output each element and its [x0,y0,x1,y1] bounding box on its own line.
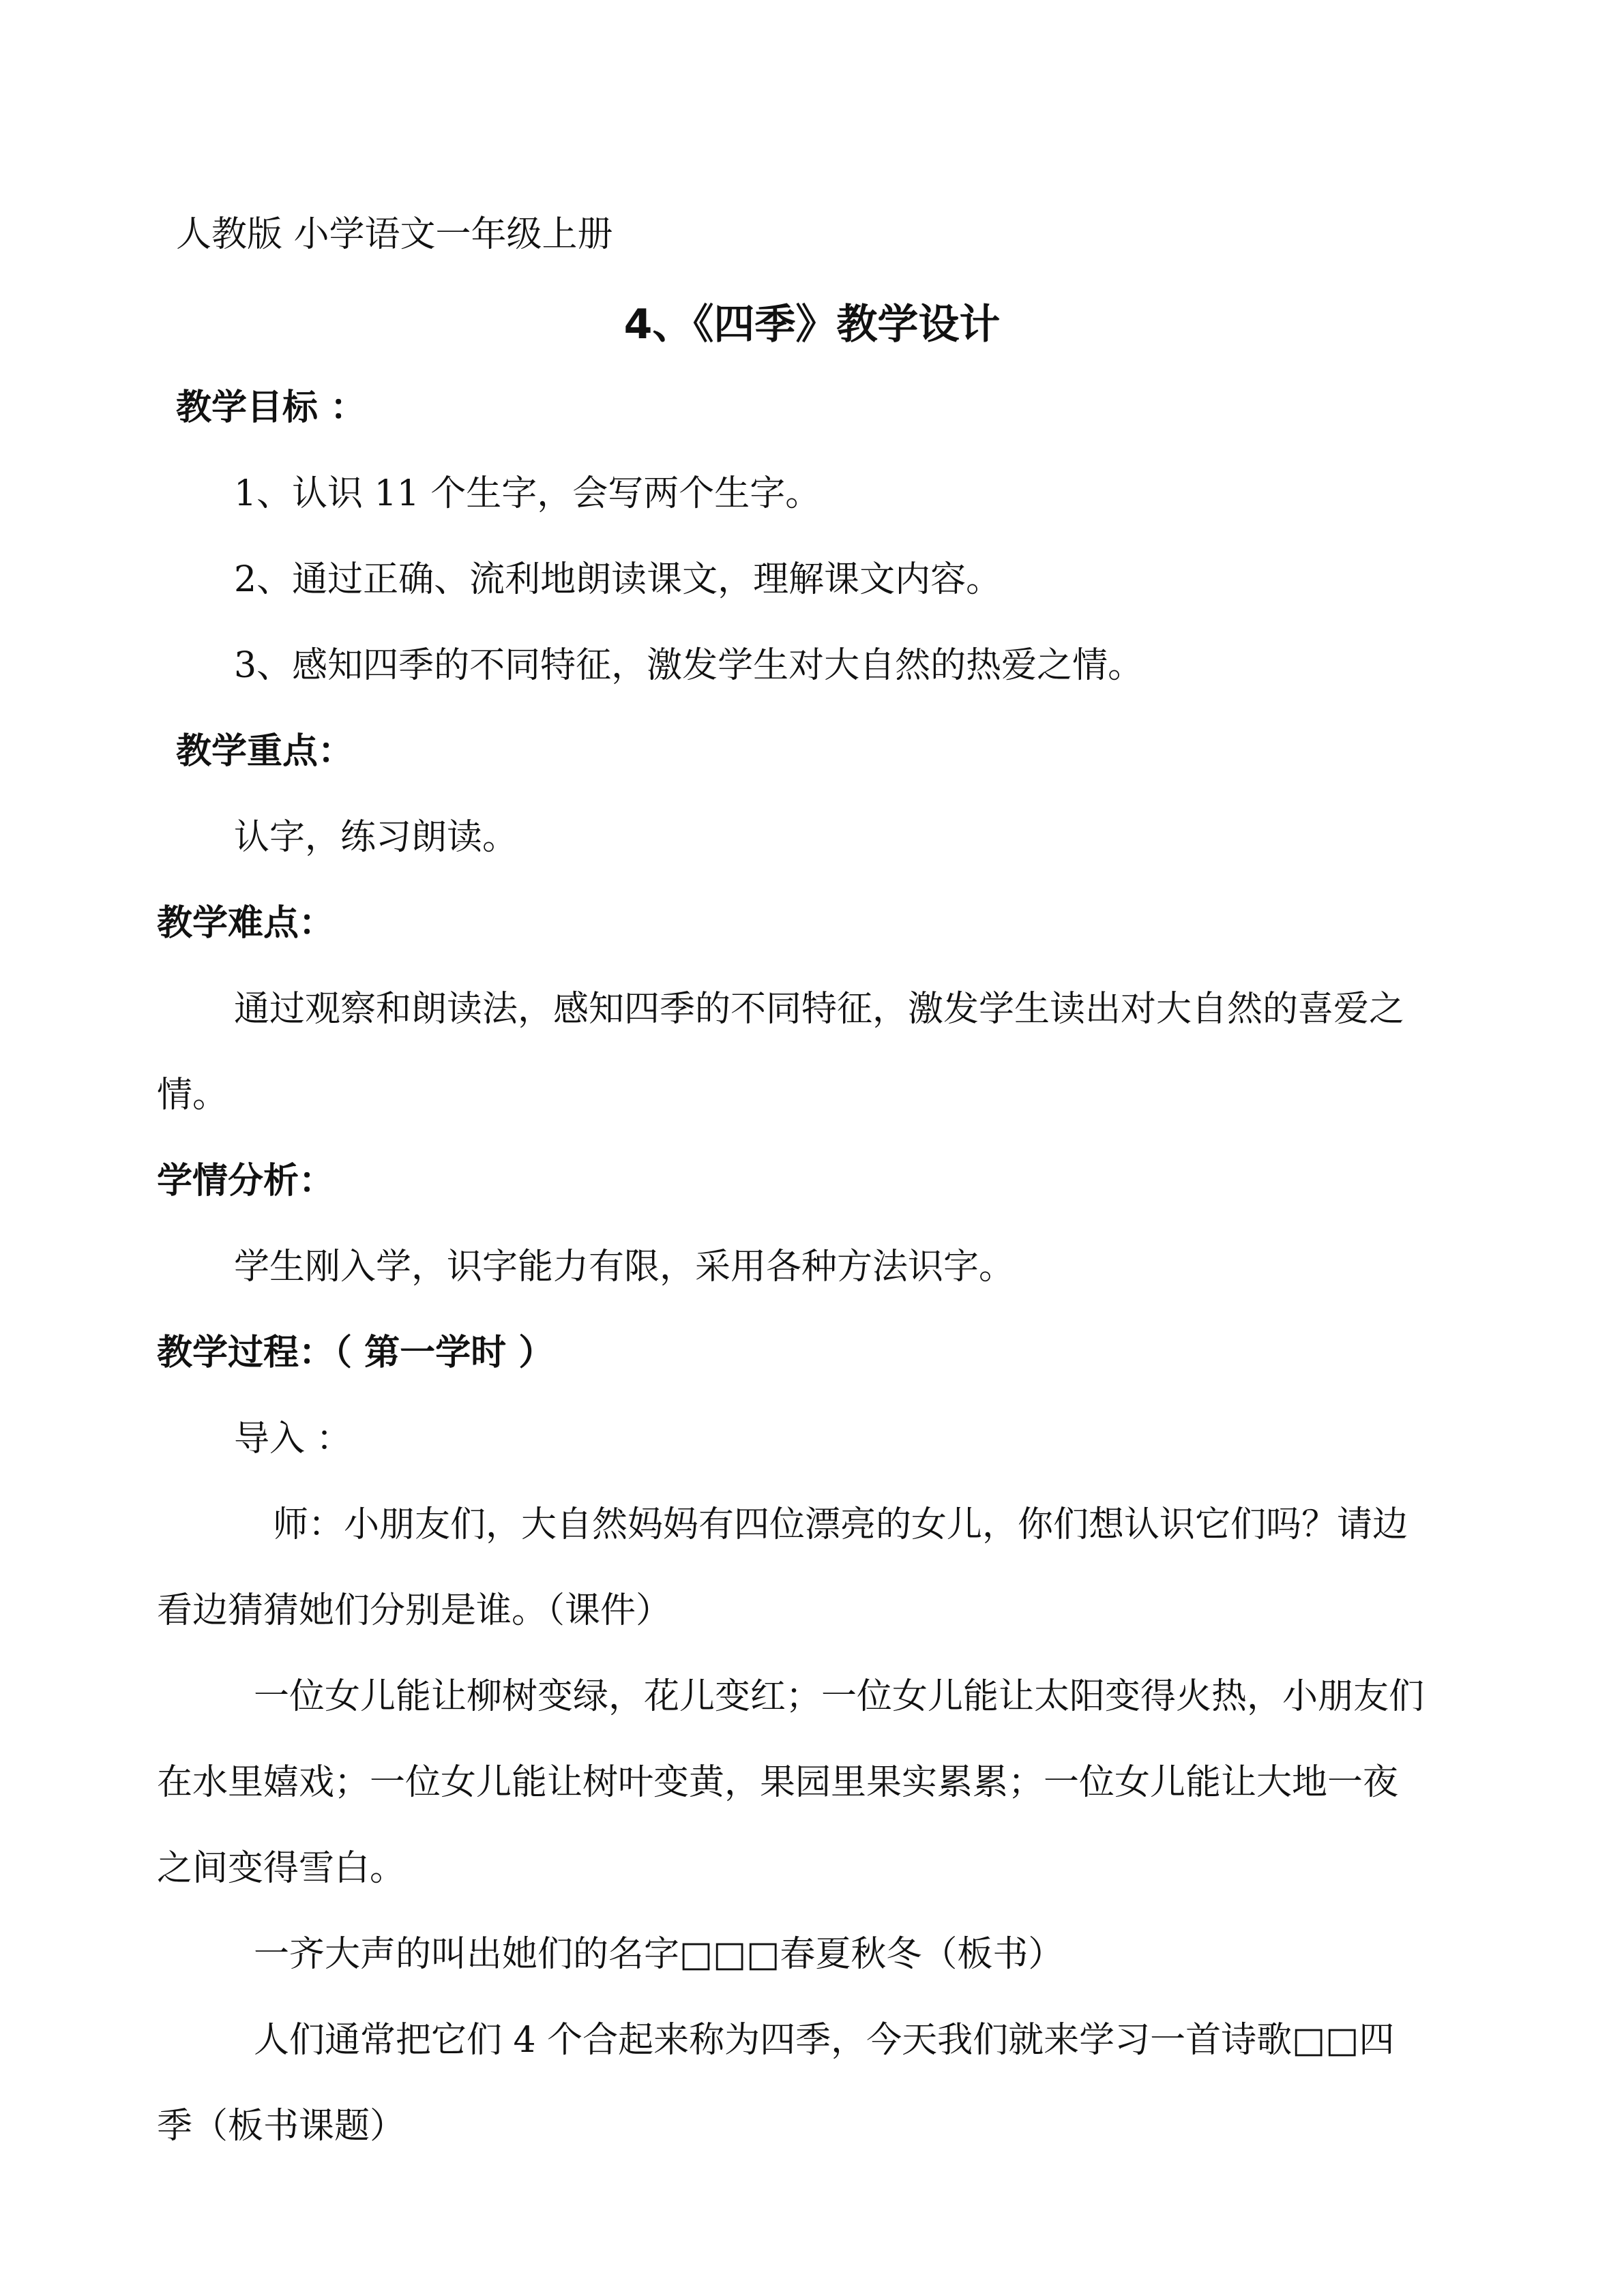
document-title: 4、《四季》教学设计 [623,301,1001,348]
objectives-heading: 教学目标 ： [176,387,366,428]
paragraph-2-line2: 在水里嬉戏；一位女儿能让树叶变黄，果园里果实累累；一位女儿能让大地一夜 [157,1762,1399,1803]
difficulties-text-line1: 通过观察和朗读法，感知四季的不同特征，激发学生读出对大自然的喜爱之 [234,989,1405,1030]
paragraph-2-line1: 一位女儿能让柳树变绿，花儿变红；一位女儿能让太阳变得火热，小朋友们 [254,1676,1425,1717]
paragraph-1-line2: 看边猜猜她们分别是谁。（课件） [157,1590,672,1631]
difficulties-heading: 教学难点： [157,903,335,944]
objective-item-2: 2、通过正确、流利地朗读课文，理解课文内容。 [234,559,1002,600]
key-points-heading: 教学重点： [176,731,354,772]
paragraph-3: 一齐大声的叫出她们的名字□□□春夏秋冬（板书） [254,1934,1064,1975]
paragraph-2-line3: 之间变得雪白。 [157,1848,406,1889]
paragraph-4-line1: 人们通常把它们 4 个合起来称为四季，今天我们就来学习一首诗歌□□四 [254,2020,1395,2061]
key-points-text: 认字，练习朗读。 [234,817,518,858]
objective-item-1: 1、认识 11 个生字，会写两个生字。 [234,473,821,514]
paragraph-4-line2: 季（板书课题） [157,2106,406,2147]
intro-label: 导入 ： [234,1418,352,1459]
paragraph-1-line1: 师：小朋友们，大自然妈妈有四位漂亮的女儿，你们想认识它们吗？请边 [273,1504,1408,1545]
analysis-heading: 学情分析： [157,1161,335,1202]
objective-item-3: 3、感知四季的不同特征，激发学生对大自然的热爱之情。 [234,645,1144,686]
process-heading: 教学过程：（ 第一学时 ） [157,1332,555,1373]
document-header: 人教版 小学语文一年级上册 [176,214,613,255]
analysis-text: 学生刚入学，识字能力有限，采用各种方法识字。 [234,1247,1015,1287]
difficulties-text-line2: 情。 [157,1075,228,1116]
